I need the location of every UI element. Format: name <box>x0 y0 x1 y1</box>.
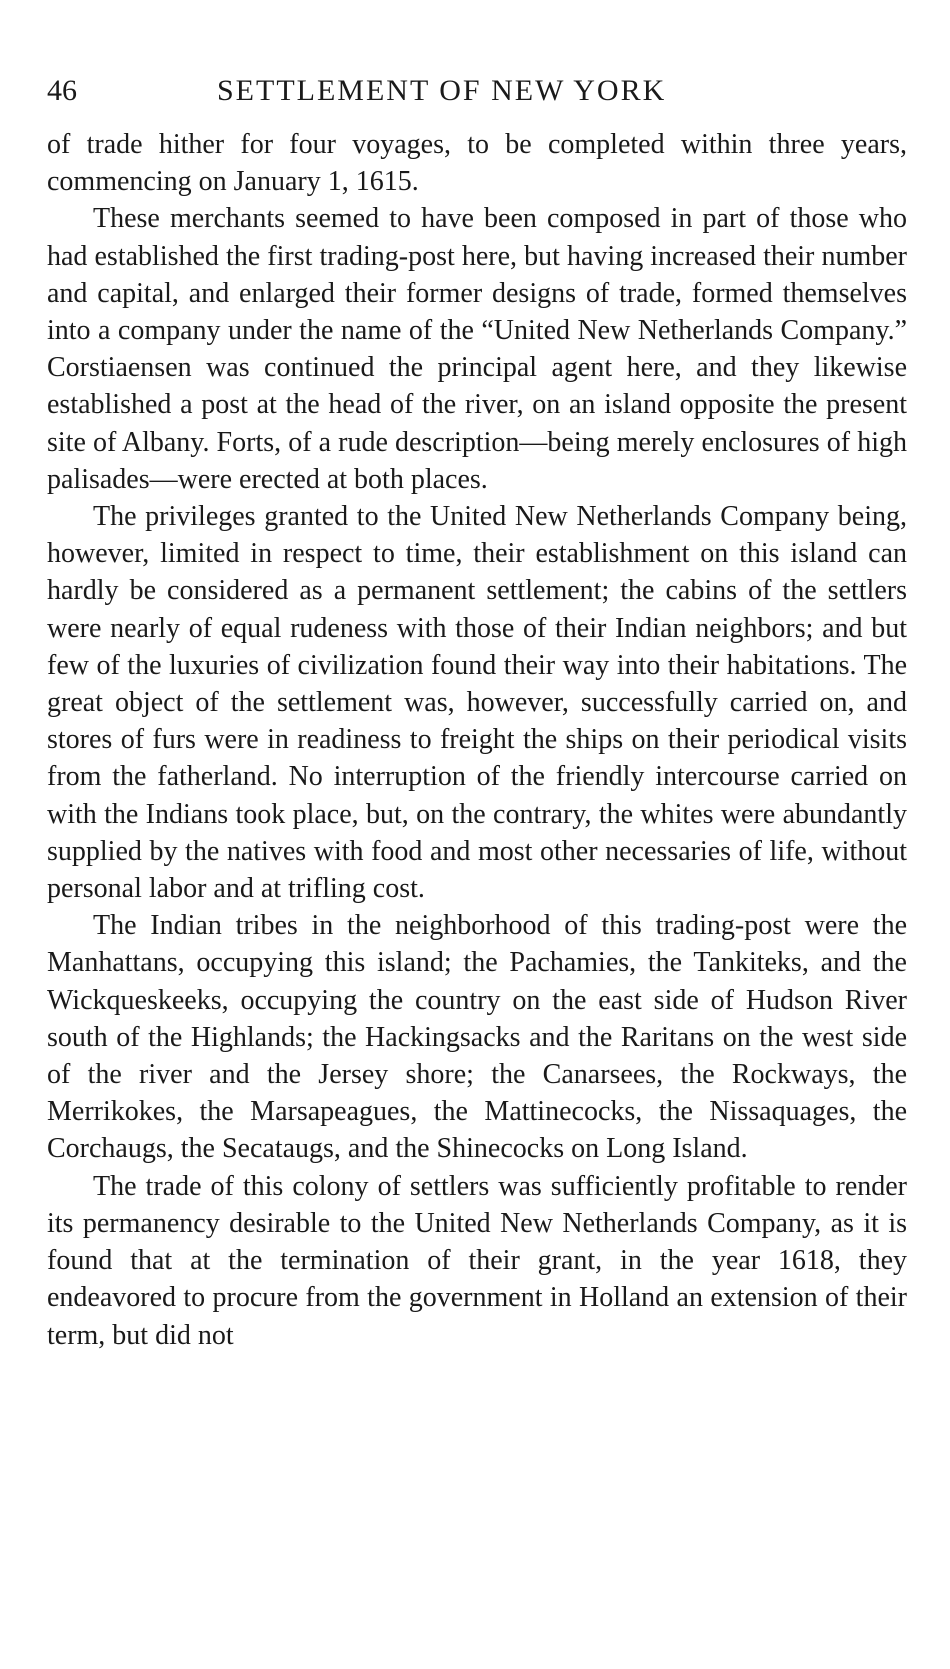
paragraph-continued: of trade hither for four voyages, to be completed within three years, commencing on January 1, 1615. <box>47 129 907 198</box>
page-number: 46 <box>47 74 77 107</box>
running-title: SETTLEMENT OF NEW YORK <box>217 74 667 107</box>
running-head <box>47 66 907 116</box>
book-page <box>47 66 907 1646</box>
paragraph: The Indian tribes in the neighborhood of this trading-post were the Manhattans, occupying this island; the Pachamies, the Tankiteks, and the Wickqueskeeks, occupying the country on the east side of Hudson River south of the Highlands; the Hackingsacks and the Raritans on the west side of the river and the Jersey shore; the Canarsees, the Rockways, the Merrikokes, the Marsapeagues, the Mattinecocks, the Nissaquages, the Corchaugs, the Secataugs, and the Shinecocks on Long Island. <box>47 910 907 1165</box>
paragraph: The trade of this colony of settlers was sufficiently profitable to render its permanency desirable to the United New Netherlands Company, as it is found that at the termination of their grant, in the year 1618, they endeavored to procure from the government in Holland an extension of their term, but did not <box>47 1170 907 1351</box>
body-text <box>47 126 907 1354</box>
paragraph: These merchants seemed to have been composed in part of those who had established the first trading-post here, but having increased their number and capital, and enlarged their former designs of trade, formed themselves into a company under the name of the “United New Netherlands Company.” Corstiaensen was continued the principal agent here, and they likewise established a post at the head of the river, on an island opposite the present site of Albany. Forts, of a rude description—being merely enclosures of high palisades—were erected at both places. <box>47 203 907 495</box>
paragraph: The privileges granted to the United New Netherlands Company being, however, limited in respect to time, their establishment on this island can hardly be considered as a permanent settlement; the cabins of the settlers were nearly of equal rudeness with those of their Indian neighbors; and but few of the luxuries of civilization found their way into their habitations. The great object of the settlement was, however, successfully carried on, and stores of furs were in readiness to freight the ships on their periodical visits from the fatherland. No interruption of the friendly intercourse carried on with the Indians took place, but, on the contrary, the whites were abundantly supplied by the natives with food and most other necessaries of life, without personal labor and at trifling cost. <box>47 501 907 905</box>
